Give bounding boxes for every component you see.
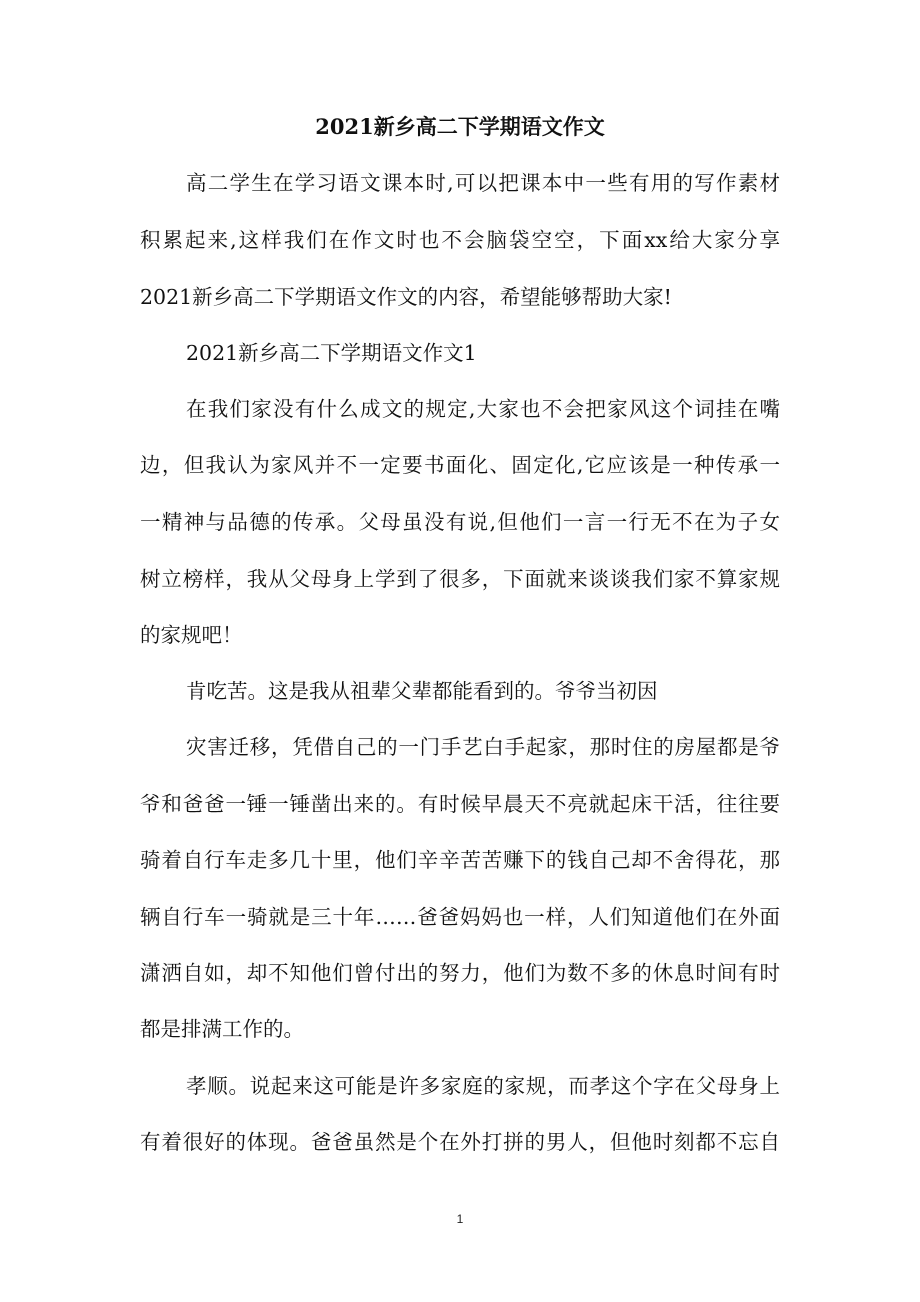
text-line: 辆自行车一骑就是三十年……爸爸妈妈也一样，人们知道他们在外面 (140, 905, 780, 929)
text-line: 灾害迁移，凭借自己的一门手艺白手起家，那时住的房屋都是爷 (186, 735, 780, 759)
text-line: 在我们家没有什么成文的规定,大家也不会把家风这个词挂在嘴 (186, 397, 780, 421)
text-line: 树立榜样，我从父母身上学到了很多，下面就来谈谈我们家不算家规 (140, 567, 780, 591)
text-line: 积累起来,这样我们在作文时也不会脑袋空空，下面xx给大家分享 (140, 228, 780, 252)
text-line: 爷和爸爸一锤一锤凿出来的。有时候早晨天不亮就起床干活，往往要 (140, 792, 780, 816)
page-number: 1 (456, 1212, 464, 1226)
text-line: 2021新乡高二下学期语文作文的内容，希望能够帮助大家! (140, 285, 672, 309)
text-line: 有着很好的体现。爸爸虽然是个在外打拼的男人，但他时刻都不忘自 (140, 1130, 780, 1154)
text-line: 都是排满工作的。 (140, 1017, 304, 1041)
text-line: 肯吃苦。这是我从祖辈父辈都能看到的。爷爷当初因 (186, 679, 658, 703)
text-line: 高二学生在学习语文课本时,可以把课本中一些有用的写作素材 (186, 171, 780, 195)
text-line: 孝顺。说起来这可能是许多家庭的家规，而孝这个字在父母身上 (186, 1074, 780, 1098)
section-heading: 2021新乡高二下学期语文作文1 (186, 341, 477, 365)
text-line: 骑着自行车走多几十里，他们辛辛苦苦赚下的钱自己却不舍得花，那 (140, 848, 780, 872)
text-line: 一精神与品德的传承。父母虽没有说,但他们一言一行无不在为子女 (140, 510, 780, 534)
document-title: 2021新乡高二下学期语文作文 (315, 114, 605, 139)
text-line: 的家规吧！ (140, 623, 243, 647)
text-line: 潇洒自如，却不知他们曾付出的努力，他们为数不多的休息时间有时 (140, 961, 780, 985)
text-line: 边，但我认为家风并不一定要书面化、固定化,它应该是一种传承一 (140, 453, 780, 477)
